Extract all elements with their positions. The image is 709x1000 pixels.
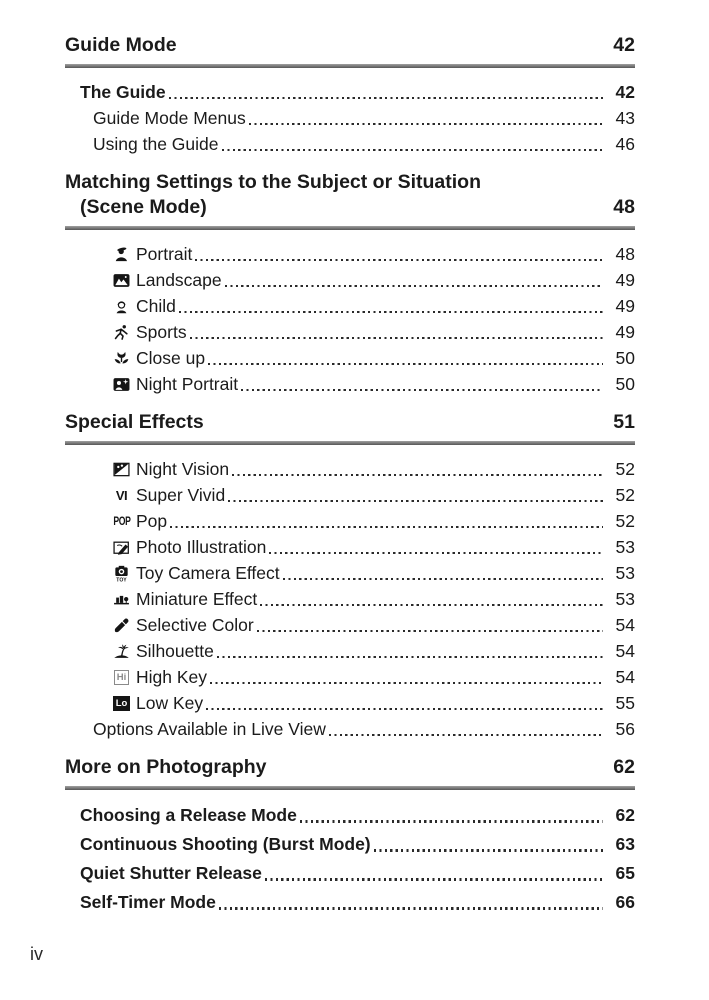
- toc-entry-label: Self-Timer Mode: [80, 892, 216, 912]
- toc-entry: [65, 345, 635, 371]
- toc-entry-page-number: 65: [615, 863, 635, 883]
- pop-icon: POP: [112, 514, 131, 528]
- toc-entry: [65, 716, 635, 742]
- dot-leader: [232, 474, 603, 476]
- toc-entry-page-number: 66: [615, 892, 635, 912]
- toc-entry-label: Pop: [136, 510, 168, 531]
- portrait-icon: [110, 245, 133, 263]
- toc-entry: [65, 319, 635, 345]
- toc-entry: [65, 859, 635, 888]
- toc-entry-page-number: 55: [615, 692, 635, 713]
- section-page-number: 42: [613, 34, 635, 56]
- page-number-footer: iv: [30, 944, 43, 964]
- toc-entry-label: Options Available in Live View: [93, 718, 326, 739]
- toc-entry: [65, 888, 635, 917]
- dot-leader: [217, 656, 603, 658]
- dot-leader: [329, 734, 603, 736]
- toc-entry-label: High Key: [136, 666, 208, 687]
- toc-entry-page-number: 52: [615, 484, 635, 505]
- dot-leader: [269, 552, 603, 554]
- toc-entry: [65, 241, 635, 267]
- toc-section: [65, 170, 635, 397]
- toc-entry-label: Photo Illustration: [136, 536, 267, 557]
- dot-leader: [210, 682, 603, 684]
- night-vision-icon: [110, 460, 133, 478]
- section-entries: [65, 79, 635, 157]
- dot-leader: [179, 311, 603, 313]
- toc-entry-label: Silhouette: [136, 640, 214, 661]
- section-entries: [65, 241, 635, 397]
- dot-leader: [241, 389, 603, 391]
- toc-entry-label: Sports: [136, 321, 187, 342]
- super-vivid-icon: VI: [115, 487, 128, 503]
- dot-leader: [195, 259, 603, 261]
- toc-entry-page-number: 52: [615, 510, 635, 531]
- section-title-line2: (Scene Mode): [80, 196, 207, 218]
- toc-entry-page-number: 49: [615, 295, 635, 316]
- section-title-block: [65, 410, 204, 435]
- dot-leader: [265, 878, 603, 880]
- toc-entry: [65, 801, 635, 830]
- night-portrait-icon: [110, 375, 133, 393]
- toc-entry-page-number: 56: [615, 718, 635, 739]
- section-entries: [65, 801, 635, 917]
- dot-leader: [225, 285, 603, 287]
- photo-illustration-icon: [110, 538, 133, 556]
- toc-entry-page-number: 54: [615, 666, 635, 687]
- toc-entry-page-number: 50: [615, 347, 635, 368]
- section-title: Guide Mode: [65, 34, 177, 56]
- dot-leader: [260, 604, 603, 606]
- toc-entry-label: Miniature Effect: [136, 588, 258, 609]
- toc-entry: [65, 105, 635, 131]
- landscape-icon: [110, 271, 133, 289]
- toc-entry: [65, 560, 635, 586]
- dot-leader: [208, 363, 603, 365]
- toc-entry: [65, 131, 635, 157]
- toc-entry-page-number: 54: [615, 640, 635, 661]
- toc-entry: [65, 534, 635, 560]
- toy-camera-icon: [110, 564, 133, 582]
- toc-entry: [65, 456, 635, 482]
- toc-entry-page-number: 49: [615, 269, 635, 290]
- toc-entry-page-number: 53: [615, 588, 635, 609]
- toc-entry-page-number: 63: [615, 834, 635, 854]
- dot-leader: [257, 630, 603, 632]
- toc-entry-page-number: 52: [615, 458, 635, 479]
- toc-entry-label: Landscape: [136, 269, 222, 290]
- toc-entry: [65, 690, 635, 716]
- toc-entry-label: Using the Guide: [93, 133, 219, 154]
- section-entries: [65, 456, 635, 742]
- toc-entry-label: Toy Camera Effect: [136, 562, 280, 583]
- section-page-number: 51: [613, 411, 635, 433]
- section-heading: [65, 755, 635, 780]
- miniature-effect-icon: [110, 590, 133, 608]
- toc-section: [65, 33, 635, 157]
- toc-section: [65, 410, 635, 742]
- toc-entry-label: Low Key: [136, 692, 204, 713]
- toc-entry-page-number: 49: [615, 321, 635, 342]
- dot-leader: [228, 500, 603, 502]
- toc-entry: [65, 267, 635, 293]
- selective-color-icon: [110, 616, 133, 634]
- section-page-number: 62: [613, 756, 635, 778]
- toc-entry-label: Child: [136, 295, 176, 316]
- dot-leader: [169, 97, 603, 99]
- high-key-icon: Hi: [110, 668, 133, 686]
- toc-entry-label: Super Vivid: [136, 484, 226, 505]
- toc-section: [65, 755, 635, 917]
- toc-entry: [65, 612, 635, 638]
- toc-entry-page-number: 53: [615, 562, 635, 583]
- dot-leader: [374, 849, 603, 851]
- toc-entry: [65, 371, 635, 397]
- toc-entry-label: Selective Color: [136, 614, 254, 635]
- toc-entry-label: Night Vision: [136, 458, 230, 479]
- close-up-icon: [110, 349, 133, 367]
- section-title: More on Photography: [65, 756, 267, 778]
- section-title-block: [65, 170, 481, 220]
- toc-entry-page-number: 53: [615, 536, 635, 557]
- sports-icon: [110, 323, 133, 341]
- toc-entry-page-number: 43: [615, 107, 635, 128]
- toc-entry: [65, 586, 635, 612]
- section-page-number: 48: [613, 196, 635, 218]
- toc-entry-label: The Guide: [80, 81, 166, 102]
- toc-entry: [65, 638, 635, 664]
- toc-entry-page-number: 54: [615, 614, 635, 635]
- section-divider: [65, 441, 635, 445]
- toc-entry-label: Guide Mode Menus: [93, 107, 246, 128]
- dot-leader: [206, 708, 603, 710]
- section-heading: [65, 170, 635, 220]
- toc-entry: [65, 293, 635, 319]
- toc-entry-label: Night Portrait: [136, 373, 239, 394]
- toc-entry-label: Choosing a Release Mode: [80, 805, 297, 825]
- section-title: Matching Settings to the Subject or Situation: [65, 171, 482, 193]
- toc-entry: [65, 79, 635, 105]
- dot-leader: [190, 337, 603, 339]
- silhouette-icon: [110, 642, 133, 660]
- toc-entry-label: Quiet Shutter Release: [80, 863, 262, 883]
- toc-entry-page-number: 42: [615, 81, 635, 102]
- section-title: Special Effects: [65, 411, 204, 433]
- dot-leader: [300, 820, 603, 822]
- svg-text:TOY: TOY: [116, 576, 127, 582]
- section-divider: [65, 786, 635, 790]
- dot-leader: [222, 149, 604, 151]
- table-of-contents: [65, 33, 635, 917]
- toc-entry-label: Close up: [136, 347, 206, 368]
- section-heading: [65, 33, 635, 58]
- toc-entry: [65, 508, 635, 534]
- toc-entry: [65, 482, 635, 508]
- toc-entry-label: Portrait: [136, 243, 193, 264]
- dot-leader: [249, 123, 603, 125]
- toc-entry-page-number: 62: [615, 805, 635, 825]
- low-key-icon: Lo: [110, 694, 133, 712]
- child-icon: [110, 297, 133, 315]
- toc-entry-page-number: 46: [615, 133, 635, 154]
- section-title-block: [65, 755, 267, 780]
- section-title-block: [65, 33, 177, 58]
- toc-entry-page-number: 50: [615, 373, 635, 394]
- section-divider: [65, 64, 635, 68]
- toc-entry: [65, 664, 635, 690]
- toc-entry: [65, 830, 635, 859]
- dot-leader: [283, 578, 603, 580]
- section-heading: [65, 410, 635, 435]
- toc-entry-page-number: 48: [615, 243, 635, 264]
- section-divider: [65, 226, 635, 230]
- dot-leader: [170, 526, 603, 528]
- toc-entry-label: Continuous Shooting (Burst Mode): [80, 834, 371, 854]
- dot-leader: [219, 907, 603, 909]
